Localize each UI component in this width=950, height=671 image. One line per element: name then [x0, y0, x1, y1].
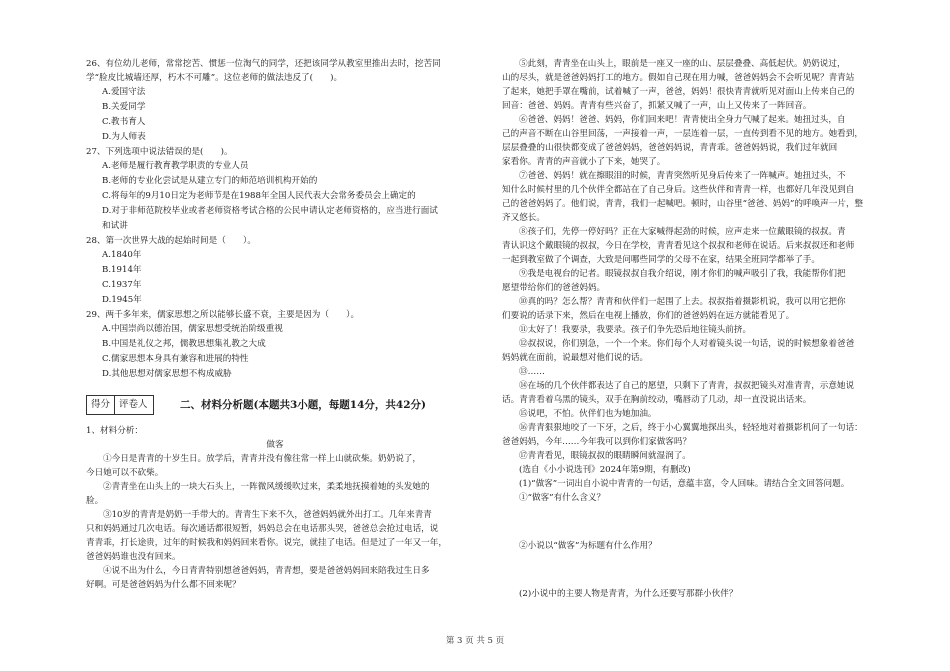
story-line: ⑧孩子们，先停一停好吗？正在大家喊得起劲的时候，应声走来一位戴眼镜的叔叔。青 — [519, 227, 846, 237]
q29-option-a: A.中国崇尚以德治国，儒家思想受统治阶级重视 — [102, 324, 283, 334]
q26-option-d: D.为人师表 — [102, 132, 146, 142]
story-line: ⑯青青狠狠地咬了一下牙，之后，终于小心翼翼地探出头，轻轻地对着摄影机问了一句话： — [519, 423, 863, 433]
grader-label: 评卷人 — [119, 399, 148, 410]
story-line: 爸爸妈妈谁也没有回来。 — [86, 552, 181, 562]
story-line: 妈妈就在面前，说最想对他们说的话。 — [502, 353, 649, 363]
story-line: (1)“做客”一词出自小说中青青的一句话，意蕴丰富，令人回味。请结合全文回答问题。 — [519, 479, 850, 489]
story-line: ⑩真的吗？怎么帮？青青和伙伴们一起围了上去。叔叔指着摄影机说，我可以用它把你 — [519, 297, 846, 307]
story-line: ②青青坐在山头上的一块大石头上，一阵微风缓缓吹过来，柔柔地抚摸着她的头发她的 — [103, 482, 430, 492]
story-line: 了起来，她把手罩在嘴前，试着喊了一声，爸爸，妈妈！很快青青就听见对面山上传来自己的 — [502, 87, 855, 97]
story-line: ⑤此刻，青青坐在山头上，眼前是一座又一座的山、层层叠叠、高低起伏。奶奶说过， — [519, 59, 846, 69]
answer-space-1 — [502, 505, 876, 539]
story-line: ⑪太好了！我要录，我要录。孩子们争先恐后地往镜头前挤。 — [519, 325, 752, 335]
story-line: ⑭在场的几个伙伴都表达了自己的愿望，只剩下了青青，叔叔把镜头对准青青，示意她说 — [519, 381, 855, 391]
story-line: ⑨我是电视台的记者。眼镜叔叔自我介绍说，刚才你们的喊声吸引了我，我能帮你们把 — [519, 269, 846, 279]
q26-stem-line2: 学“脸皮比城墙还厚，朽木不可雕”。这位老师的做法违反了( )。 — [86, 73, 343, 83]
story-line: 层层叠叠的山很快都变成了爸爸妈妈，爸爸妈妈说，青青乖。爸爸妈妈说，我们过年就回 — [502, 143, 838, 153]
story-line: 己的声音不断在山谷里回荡，一声接着一声，一层连着一层，一直传到看不见的地方。她看到， — [502, 129, 863, 139]
sub-question-2: ②小说以“做客”为标题有什么作用？ — [519, 541, 657, 551]
story-line: ⑥爸爸、妈妈！爸爸、妈妈，你们回来吧！青青使出全身力气喊了起来。她扭过头，自 — [519, 115, 846, 125]
story-line: ⑫叔叔说，你们别急，一个一个来。你们每个人对着镜头说一句话，说的时候想象着爸爸 — [519, 339, 855, 349]
left-column — [86, 57, 464, 592]
story-line: 青认识这个戴眼镜的叔叔，今日在学校，青青看见这个叔叔和老师在说话。后来叔叔还和老师 — [502, 241, 855, 251]
material-intro: 1、材料分析： — [86, 426, 144, 436]
story-line: ⑮说吧，不怕。伙伴们也为她加油。 — [519, 409, 657, 419]
sub-question-3: (2)小说中的主要人物是青青，为什么还要写那群小伙伴？ — [519, 589, 738, 599]
story-line: 只和妈妈通过几次电话。每次通话都很短暂，妈妈总会在电话那头哭，爸爸总会抢过电话，说 — [86, 524, 439, 534]
q26-stem-line1: 26、有位幼儿老师，常常挖苦、惯惩一位淘气的同学，还把该同学从教室里推出去时，挖苦同 — [86, 59, 441, 69]
right-column — [502, 57, 876, 601]
q26-option-a: A.爱国守法 — [102, 87, 146, 97]
answer-space-2 — [502, 553, 876, 587]
q29-option-b: B.中国是礼仪之邦，儒教思想集礼教之大成 — [102, 339, 266, 349]
story-line: ①今日是青青的十岁生日。放学后，青青并没有像往常一样上山就砍柴。奶奶说了， — [103, 454, 421, 464]
q27-option-d: D.对于非师范院校毕业或者老师资格考试合格的公民申请认定老师资格的，应当进行面试 — [102, 206, 438, 216]
story-line: 回音：爸爸、妈妈。青青有些兴奋了，抓紧又喊了一声，山上又传来了一阵回音。 — [502, 101, 812, 111]
q27-stem: 27、下列选项中说法错误的是( )。 — [86, 147, 233, 157]
q28-option-c: C.1937年 — [102, 280, 142, 290]
q29-stem: 29、两千多年来，儒家思想之所以能够长盛不衰，主要是因为（ ）。 — [86, 310, 360, 320]
story-line: 脸。 — [86, 496, 104, 506]
q27-option-c: C.将每年的9月10日定为老师节是在1988年全国人民代表大会常务委员会上确定的 — [102, 191, 416, 201]
q29-option-c: C.儒家思想本身具有兼容和进展的特性 — [102, 354, 249, 364]
q28-option-a: A.1840年 — [102, 250, 142, 260]
story-line: 青青乖，打长途贵，过年的时候我和妈妈回来看你。说完，就挂了电话。但是过了一年又一年， — [86, 538, 447, 548]
story-line: 齐又悠长。 — [502, 213, 545, 223]
story-line: 己的爸爸妈妈了。他们说，青青，我们一起喊吧。顿时，山谷里“爸爸、妈妈”的呼唤声一片，整 — [502, 199, 864, 209]
section2-header — [86, 394, 464, 416]
q28-stem: 28、第一次世界大战的起始时间是（ ）。 — [86, 236, 256, 246]
story-left-text — [86, 452, 464, 592]
story-line: ⑬…… — [519, 367, 545, 377]
story-line: ⑦爸爸、妈妈！就在擦眼泪的时候，青青突然听见身后传来了一阵喊声。她扭过头，不 — [519, 171, 846, 181]
story-line: 家看你。青青的声音就小了下来，她哭了。 — [502, 157, 666, 167]
story-line: 愿望带给你们的爸爸妈妈。 — [502, 283, 606, 293]
story-line: 话。青青看着乌黑的镜头，双手在胸前绞动，嘴唇动了几动，却一直没说出话来。 — [502, 395, 812, 405]
story-line: ③10岁的青青是奶奶一手带大的。青青生下来不久，爸爸妈妈就外出打工。几年来青青 — [103, 510, 432, 520]
q28-option-d: D.1945年 — [102, 295, 142, 305]
story-line: ④说不出为什么，今日青青特别想爸爸妈妈，青青想，要是爸爸妈妈回来陪我过生日多 — [103, 566, 430, 576]
story-line: (选自《小小说选刊》2024年第9期，有删改) — [519, 465, 691, 475]
story-line: 今日她可以不砍柴。 — [86, 468, 164, 478]
page-footer: 第 3 页 共 5 页 — [445, 636, 505, 646]
section2-title: 二、材料分析题(本题共3小题，每题14分，共42分) — [180, 399, 426, 411]
story-line: 一起到教室做了个调查，大致是问哪些同学的父母不在家，结果全班同学都举了手。 — [502, 255, 820, 265]
q27-option-b: B.老师的专业化尝试是从建立专门的师范培训机构开始的 — [102, 176, 318, 186]
story-line: ⑰青青看见，眼镜叔叔的眼睛瞬间就湿润了。 — [519, 451, 691, 461]
story-line: 们要说的话录下来，然后在电视上播放，你们的爸爸妈妈在远方就能看见了。 — [502, 311, 795, 321]
story-right-text — [502, 57, 876, 505]
score-label: 得分 — [87, 396, 115, 414]
story-line: 爸爸妈妈，今年……今年我可以到你们家做客吗？ — [502, 437, 692, 447]
q27-option-a: A.老师是履行教育教学职责的专业人员 — [102, 161, 249, 171]
q27-option-d-cont: 和试讲 — [102, 221, 128, 231]
story-line: 知什么时候村里的几个伙伴全都站在了自己身后。这些伙伴和青青一样，也都好几年没见到自 — [502, 185, 855, 195]
story-line: 山的尽头，就是爸爸妈妈打工的地方。假如自己现在用力喊，爸爸妈妈会不会听见呢？青青站 — [502, 73, 855, 83]
q26-option-c: C.教书育人 — [102, 117, 146, 127]
story-title: 做客 — [266, 440, 284, 450]
q28-option-b: B.1914年 — [102, 265, 142, 275]
q29-option-d: D.其他思想对儒家思想不构成威胁 — [102, 369, 232, 379]
story-line: 好啊。可是爸爸妈妈为什么都不回来呢？ — [86, 580, 241, 590]
q26-option-b: B.关爱同学 — [102, 102, 146, 112]
score-box — [86, 395, 154, 415]
story-line: ①“做客”有什么含义？ — [519, 493, 606, 503]
